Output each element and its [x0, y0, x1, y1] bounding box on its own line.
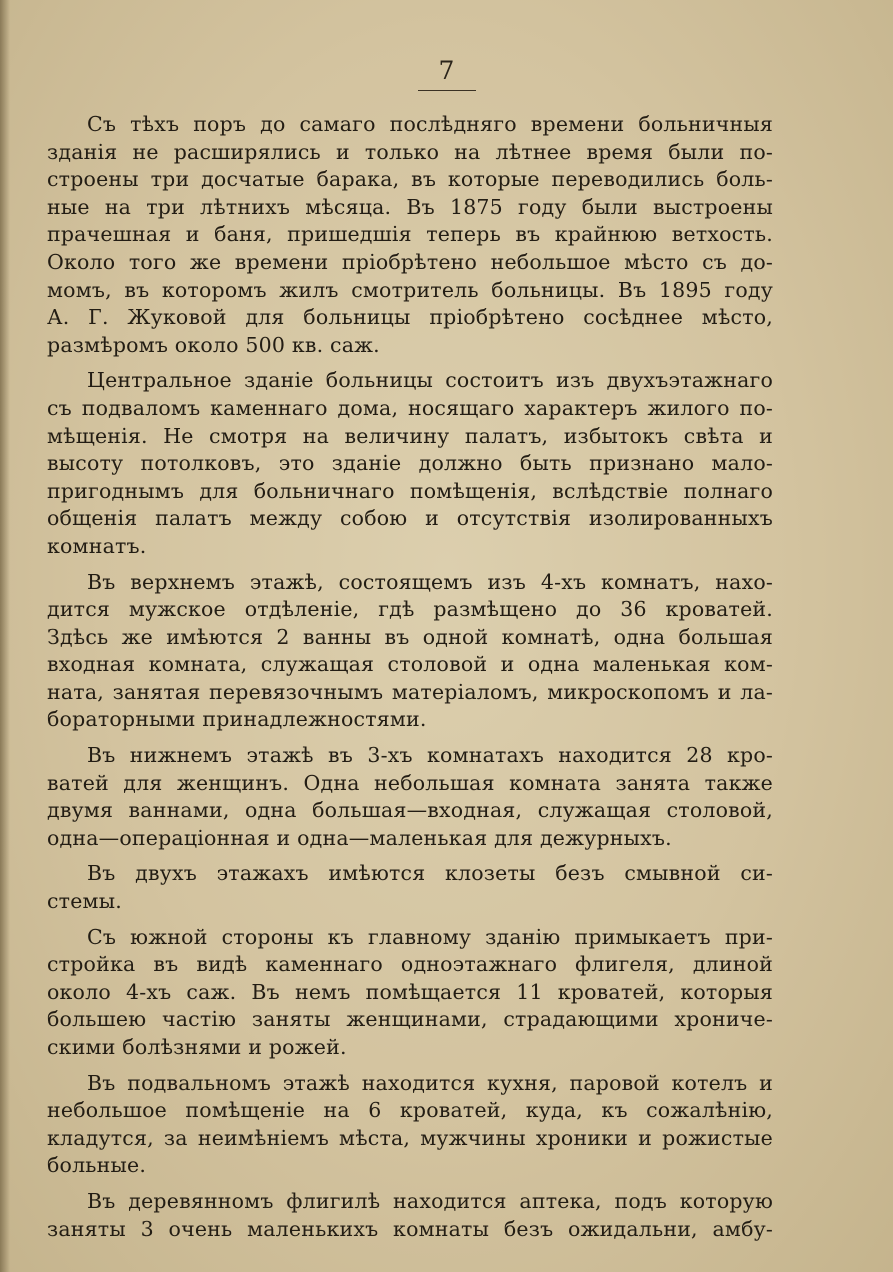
page-header — [0, 56, 893, 91]
text-line: около 4-хъ саж. Въ немъ помѣщается 11 кроватей, которыя — [47, 979, 773, 1004]
paragraph — [47, 367, 773, 560]
text-line: бораторными принадлежностями. — [47, 707, 427, 732]
paragraph — [47, 111, 773, 359]
text-line: мѣщенія. Не смотря на величину палатъ, избытокъ свѣта и — [47, 423, 773, 448]
text-line: высоту потолковъ, это зданіе должно быть признано мало- — [47, 451, 773, 476]
text-line: строены три досчатые барака, въ которые переводились боль- — [47, 167, 773, 192]
paragraph-gap — [47, 734, 773, 742]
text-line: дится мужское отдѣленіе, гдѣ размѣщено до 36 кроватей. — [47, 597, 773, 622]
body-text — [47, 111, 773, 1243]
paragraph — [47, 1188, 773, 1243]
paragraph-gap — [47, 359, 773, 367]
text-line: общенія палатъ между собою и отсутствія изолированныхъ — [47, 506, 773, 531]
text-line: большею частію заняты женщинами, страдающими хрониче- — [47, 1007, 773, 1032]
text-line: заняты 3 очень маленькихъ комнаты безъ ожидальни, амбу- — [47, 1216, 773, 1241]
page-number: 7 — [438, 56, 455, 85]
text-line: Въ двухъ этажахъ имѣются клозеты безъ смывной си- — [87, 861, 773, 886]
text-line: ные на три лѣтнихъ мѣсяца. Въ 1875 году были выстроены — [47, 194, 773, 219]
text-line: Около того же времени пріобрѣтено небольшое мѣсто съ до- — [47, 249, 773, 274]
text-line: небольшое помѣщеніе на 6 кроватей, куда, къ сожалѣнію, — [47, 1098, 773, 1123]
text-line: Въ верхнемъ этажѣ, состоящемъ изъ 4-хъ комнатъ, нахо- — [87, 569, 773, 594]
text-line: размѣромъ около 500 кв. саж. — [47, 332, 380, 357]
paragraph — [47, 1070, 773, 1180]
text-line: входная комната, служащая столовой и одна маленькая ком- — [47, 652, 773, 677]
paragraph-gap — [47, 852, 773, 860]
text-line: Здѣсь же имѣются 2 ванны въ одной комнатѣ, одна большая — [47, 624, 773, 649]
text-line: Въ нижнемъ этажѣ въ 3-хъ комнатахъ находится 28 кро- — [87, 743, 773, 768]
text-line: двумя ваннами, одна большая—входная, служащая столовой, — [47, 798, 773, 823]
text-line: Съ южной стороны къ главному зданію примыкаетъ при- — [87, 924, 773, 949]
paragraph — [47, 924, 773, 1062]
text-line: скими болѣзнями и рожей. — [47, 1035, 347, 1059]
text-line: пригоднымъ для больничнаго помѣщенія, вслѣдствіе полнаго — [47, 478, 773, 503]
text-line: момъ, въ которомъ жилъ смотритель больницы. Въ 1895 году — [47, 277, 773, 302]
text-line: стройка въ видѣ каменнаго одноэтажнаго флигеля, длиной — [47, 952, 773, 977]
text-line: стемы. — [47, 889, 122, 914]
page-edge-shadow — [0, 0, 10, 1272]
paragraph — [47, 860, 773, 915]
paragraph — [47, 569, 773, 735]
text-line: Въ подвальномъ этажѣ находится кухня, паровой котелъ и — [87, 1070, 773, 1095]
paragraph — [47, 742, 773, 852]
text-line: кладутся, за неимѣніемъ мѣста, мужчины хроники и рожистые — [47, 1125, 773, 1150]
text-line: Центральное зданіе больницы состоитъ изъ двухъэтажнаго — [87, 368, 773, 393]
text-line: Въ деревянномъ флигилѣ находится аптека, подъ которую — [87, 1188, 773, 1213]
paragraph-gap — [47, 1180, 773, 1188]
text-line: А. Г. Жуковой для больницы пріобрѣтено сосѣднее мѣсто, — [47, 305, 773, 330]
text-line: одна—операціонная и одна—маленькая для дежурныхъ. — [47, 825, 672, 850]
paragraph-gap — [47, 561, 773, 569]
text-line: Съ тѣхъ поръ до самаго послѣдняго времени больничныя — [87, 112, 773, 136]
text-line: ватей для женщинъ. Одна небольшая комната занята также — [47, 770, 773, 795]
page-number-rule — [418, 90, 476, 91]
text-line: съ подваломъ каменнаго дома, носящаго характеръ жилого по- — [47, 395, 773, 420]
text-line: больные. — [47, 1153, 147, 1178]
paragraph-gap — [47, 916, 773, 924]
text-line: прачешная и баня, пришедшія теперь въ крайнюю ветхость. — [47, 222, 773, 247]
paragraph-gap — [47, 1062, 773, 1070]
text-line: комнатъ. — [47, 533, 147, 558]
text-line: ната, занятая перевязочнымъ матеріаломъ, микроскопомъ и ла- — [47, 679, 773, 704]
text-line: зданія не расширялись и только на лѣтнее время были по- — [47, 139, 773, 164]
